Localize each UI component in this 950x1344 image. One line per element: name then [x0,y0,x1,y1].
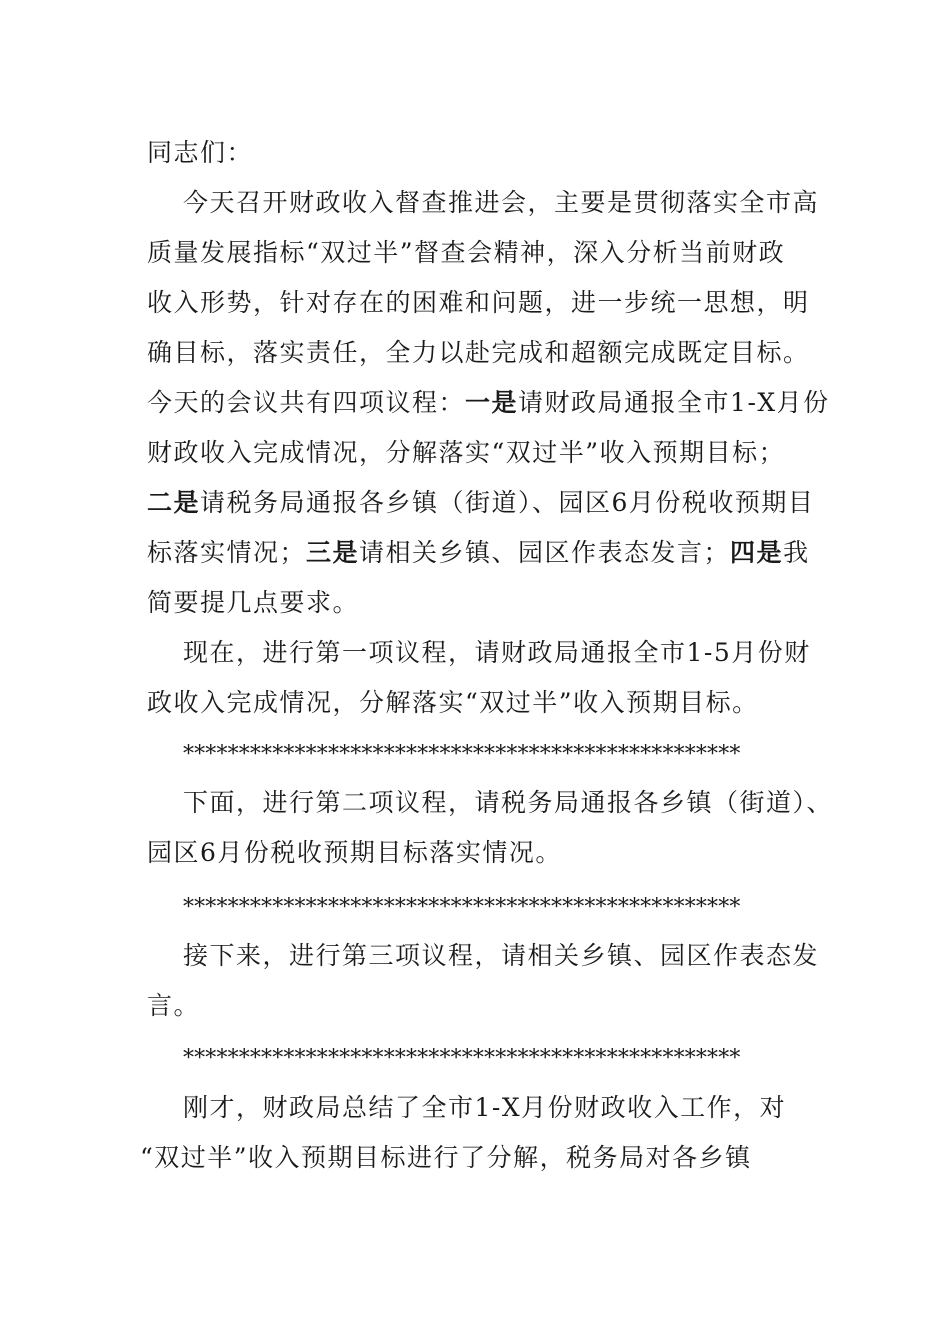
agenda-item2-label: 二是 [147,488,201,517]
step2-line-1: 下面，进行第二项议程，请税务局通报各乡镇（街道）、 [183,788,834,817]
closing-line-1: 刚才，财政局总结了全市1-X月份财政收入工作，对 [183,1093,787,1122]
agenda-line-2: 财政收入完成情况，分解落实“双过半”收入预期目标； [147,438,786,467]
agenda-item2-text-cont: 标落实情况； [147,538,307,567]
separator-2: ************************************************** [183,895,741,920]
intro-line-1: 今天召开财政收入督查推进会，主要是贯彻落实全市高 [183,188,820,217]
separator-1: ************************************************** [183,742,741,767]
agenda-line-4 [147,538,810,568]
intro-line-3: 收入形势，针对存在的困难和问题，进一步统一思想，明 [147,288,810,317]
step3-line-1: 接下来，进行第三项议程，请相关乡镇、园区作表态发 [183,941,820,970]
agenda-item2-text: 请税务局通报各乡镇（街道）、园区6月份税收预期目 [200,488,815,517]
agenda-item1-text: 请财政局通报全市1-X月份 [518,388,830,417]
step1-line-1: 现在，进行第一项议程，请财政局通报全市1-5月份财 [183,638,811,667]
salutation: 同志们： [147,138,254,167]
agenda-item3-text: 请相关乡镇、园区作表态发言； [359,538,731,567]
step3-line-2: 言。 [147,991,201,1020]
step2-line-2: 园区6月份税收预期目标落实情况。 [147,838,562,867]
agenda-line-5: 简要提几点要求。 [147,588,360,617]
closing-line-2: “双过半”收入预期目标进行了分解，税务局对各乡镇 [140,1143,752,1172]
agenda-item1-label: 一是 [465,388,519,417]
agenda-item4-text: 我 [783,538,810,567]
agenda-line-3 [147,488,814,518]
agenda-lead: 今天的会议共有四项议程： [147,388,466,417]
step1-line-2: 政收入完成情况，分解落实“双过半”收入预期目标。 [147,688,759,717]
agenda-line-1 [147,388,830,418]
agenda-item4-label: 四是 [730,538,784,567]
agenda-item3-label: 三是 [306,538,360,567]
intro-line-2: 质量发展指标“双过半”督查会精神，深入分析当前财政 [147,238,786,267]
separator-3: ************************************************** [183,1046,741,1071]
intro-line-4: 确目标，落实责任，全力以赴完成和超额完成既定目标。 [147,338,810,367]
